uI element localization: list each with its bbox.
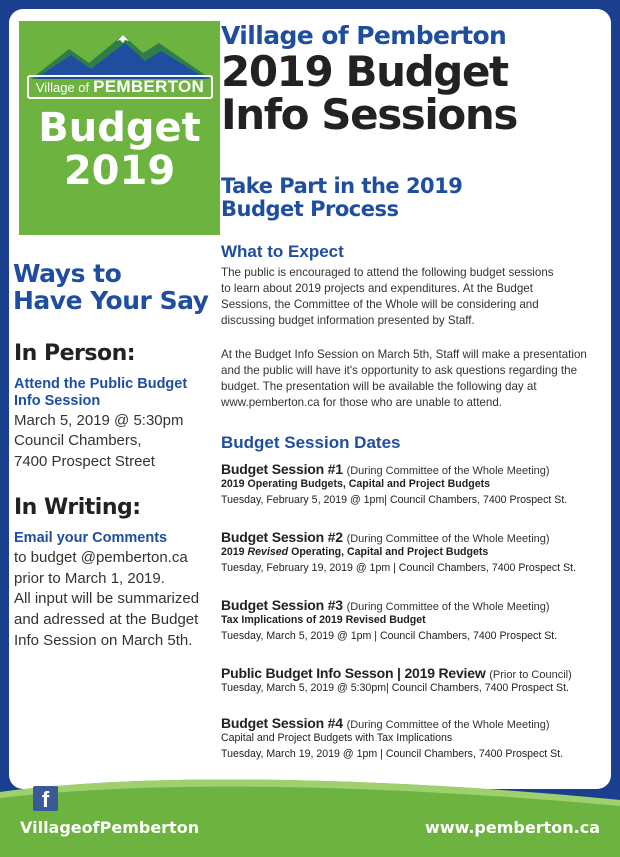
writing-line-1: to budget @pemberton.ca (14, 549, 188, 566)
budget-label: Budget (38, 105, 201, 151)
session-1-title: Budget Session #1 (221, 461, 343, 477)
expect-line-4: discussing budget information presented by Staff. (221, 313, 475, 327)
session-2-desc-pre: 2019 (221, 546, 248, 558)
session-2-desc (221, 545, 611, 561)
budget-logo-box (19, 21, 220, 235)
session-item (221, 461, 611, 509)
session-1-when: Tuesday, February 5, 2019 @ 1pm| Council Chambers, 7400 Prospect St. (221, 493, 568, 506)
session-3-note: (During Committee of the Whole Meeting) (346, 601, 550, 613)
in-person-date: March 5, 2019 @ 5:30pm (14, 412, 184, 429)
take-part-line-2: Budget Process (221, 197, 399, 222)
main-title-line-1: 2019 Budget (221, 47, 508, 96)
in-person-address: 7400 Prospect Street (14, 452, 155, 470)
mountain-logo-icon (31, 29, 211, 81)
attend-session-heading (14, 376, 187, 411)
ways-line-2: Have Your Say (13, 285, 209, 315)
session-5-desc: Capital and Project Budgets with Tax Implications (221, 732, 453, 744)
logo-wordmark (27, 75, 213, 99)
budget-year: 2019 (63, 148, 176, 195)
take-part-line-1: Take Part in the 2019 (221, 174, 463, 198)
in-person-details (14, 411, 183, 472)
writing-line-3: All input will be summarized (14, 590, 200, 608)
expect-line-1: The public is encouraged to attend the following budget sessions (221, 266, 554, 279)
budget-2019-word (19, 107, 220, 193)
session-para-line-4: www.pemberton.ca for those who are unable to attend. (221, 395, 502, 409)
main-title-line-2: Info Sessions (221, 89, 517, 139)
session-dates-heading: Budget Session Dates (221, 433, 401, 452)
session-para-line-1: At the Budget Info Session on March 5th, Staff will make a presentation (221, 348, 587, 361)
session-2-desc-post: Operating, Capital and Project Budgets (288, 546, 489, 558)
writing-line-4: and adressed at the Budget (14, 611, 199, 629)
session-title (221, 597, 611, 613)
session-2-desc-em: Revised (247, 546, 289, 558)
session-1-note: (During Committee of the Whole Meeting) (346, 465, 550, 477)
session-2-title: Budget Session #2 (221, 529, 343, 545)
session-paragraph (221, 347, 607, 411)
session-4-note: (Prior to Council) (489, 669, 572, 681)
poster-card (9, 9, 611, 789)
session-title (221, 715, 611, 731)
footer-wave (0, 772, 620, 857)
session-para-line-2: and the public will have it's opportunity to ask questions regarding the (221, 363, 578, 377)
logo-village-of: Village of (35, 79, 90, 95)
expect-line-2: to learn about 2019 projects and expenditures. At the Budget (221, 281, 533, 295)
facebook-icon[interactable]: f (33, 786, 58, 811)
session-item (221, 529, 611, 577)
ways-line-1: Ways to (13, 259, 122, 288)
session-5-note: (During Committee of the Whole Meeting) (346, 719, 550, 731)
in-writing-heading: In Writing: (14, 495, 141, 520)
expect-paragraph (221, 265, 607, 329)
website-link[interactable]: www.pemberton.ca (425, 818, 600, 837)
session-item (221, 597, 611, 645)
session-2-when: Tuesday, February 19, 2019 @ 1pm | Council Chambers, 7400 Prospect St. (221, 561, 577, 574)
email-comments-heading: Email your Comments (14, 530, 168, 546)
attend-line-2: Info Session (14, 393, 101, 410)
session-4-when: Tuesday, March 5, 2019 @ 5:30pm| Council Chambers, 7400 Prospect St. (221, 682, 569, 694)
session-2-note: (During Committee of the Whole Meeting) (346, 533, 550, 545)
session-5-when: Tuesday, March 19, 2019 @ 1pm | Council Chambers, 7400 Prospect St. (221, 747, 564, 760)
main-title (221, 47, 607, 139)
session-3-when: Tuesday, March 5, 2019 @ 1pm | Council Chambers, 7400 Prospect St. (221, 629, 558, 642)
session-title (221, 461, 611, 477)
session-3-title: Budget Session #3 (221, 597, 343, 613)
session-1-desc: 2019 Operating Budgets, Capital and Project Budgets (221, 478, 491, 490)
in-person-place: Council Chambers, (14, 432, 142, 450)
writing-line-2: prior to March 1, 2019. (14, 569, 165, 587)
session-para-line-3: budget. The presentation will be available the following day at (221, 379, 537, 393)
session-title (221, 529, 611, 545)
village-title: Village of Pemberton (221, 21, 507, 50)
facebook-page-link[interactable]: VillageofPemberton (20, 818, 200, 837)
session-item (221, 715, 611, 763)
attend-line-1: Attend the Public Budget (14, 376, 188, 392)
session-title (221, 665, 611, 681)
session-item (221, 665, 611, 697)
expect-line-3: Sessions, the Committee of the Whole will be considering and (221, 297, 539, 311)
what-to-expect-heading: What to Expect (221, 242, 344, 261)
session-4-title: Public Budget Info Sesson | 2019 Review (221, 665, 486, 681)
in-person-heading: In Person: (14, 341, 136, 366)
writing-line-5: Info Session on March 5th. (14, 631, 193, 649)
logo-pemberton: PEMBERTON (93, 77, 205, 96)
in-writing-details (14, 548, 199, 651)
session-3-desc: Tax Implications of 2019 Revised Budget (221, 614, 426, 626)
session-5-title: Budget Session #4 (221, 715, 343, 731)
ways-heading (13, 261, 219, 315)
take-part-heading (221, 175, 607, 221)
